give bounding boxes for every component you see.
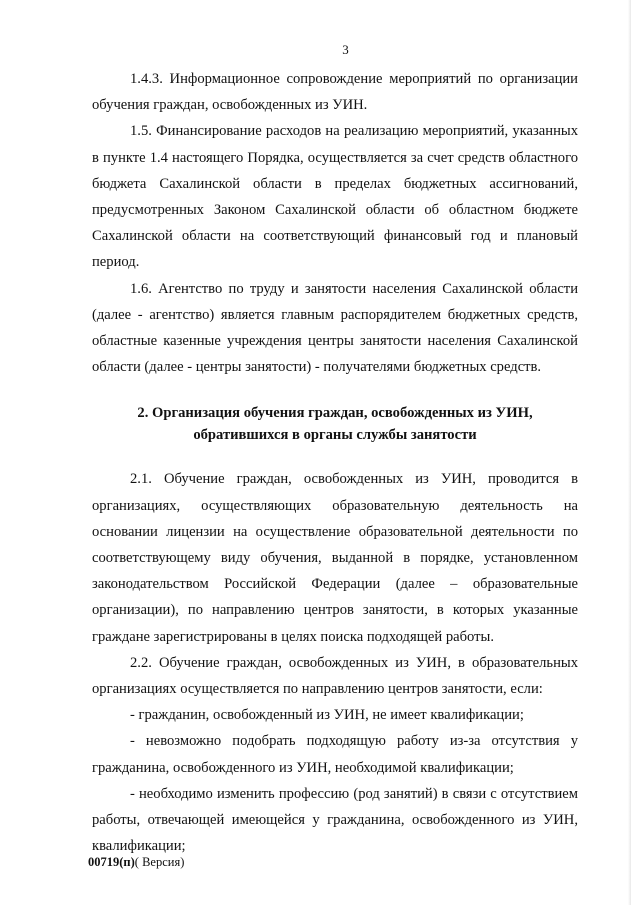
page-number: 3 bbox=[342, 42, 349, 57]
document-version: ( Версия) bbox=[134, 855, 185, 869]
section-2-heading bbox=[92, 402, 578, 446]
paragraph-1-5: 1.5. Финансирование расходов на реализацию мероприятий, указанных в пункте 1.4 настоящего Порядка, осуществляется за счет средств областного бюджета Сахалинской области в пределах бюджетных ассигнований, предусмотренных Законом Сахалинской области об областном бюджете Сахалинской области на соответствующий финансовый год и плановый период. bbox=[92, 123, 578, 271]
list-item-no-qualification: - гражданин, освобожденный из УИН, не имеет квалификации; bbox=[130, 707, 524, 724]
list-item-change-profession: - необходимо изменить профессию (род занятий) в связи с отсутствием работы, отвечающей имеющейся у гражданина, освобожденного из УИН, квалификации; bbox=[92, 785, 578, 855]
paragraph-2-1: 2.1. Обучение граждан, освобожденных из УИН, проводится в организациях, осуществляющих образовательную деятельность на основании лицензии на осуществление образовательной деятельности по соответствующему виду обучения, выданной в порядке, установленном законодательством Российской Федерации (далее – образовательные организации), по направлению центров занятости, в которых указанные граждане зарегистрированы в целях поиска подходящей работы. bbox=[92, 471, 578, 645]
section-2-heading-line-1: 2. Организация обучения граждан, освобожденных из УИН, bbox=[137, 405, 533, 422]
paragraph-2-2: 2.2. Обучение граждан, освобожденных из УИН, в образовательных организациях осуществляется по направлению центров занятости, если: bbox=[92, 654, 578, 698]
paragraph-1-4-3: 1.4.3. Информационное сопровождение мероприятий по организации обучения граждан, освобожденных из УИН. bbox=[92, 71, 578, 114]
section-2-heading-line-2: обратившихся в органы службы занятости bbox=[193, 427, 477, 444]
list-item-no-suitable-work: - невозможно подобрать подходящую работу из-за отсутствия у гражданина, освобожденного из УИН, необходимой квалификации; bbox=[92, 733, 578, 776]
document-body bbox=[92, 66, 578, 859]
document-footer bbox=[88, 855, 184, 870]
paragraph-1-6: 1.6. Агентство по труду и занятости населения Сахалинской области (далее - агентство) является главным распорядителем бюджетных средств, областные казенные учреждения центры занятости населения Сахалинской области (далее - центры занятости) - получателями бюджетных средств. bbox=[92, 280, 578, 376]
document-code: 00719(п) bbox=[88, 855, 135, 869]
